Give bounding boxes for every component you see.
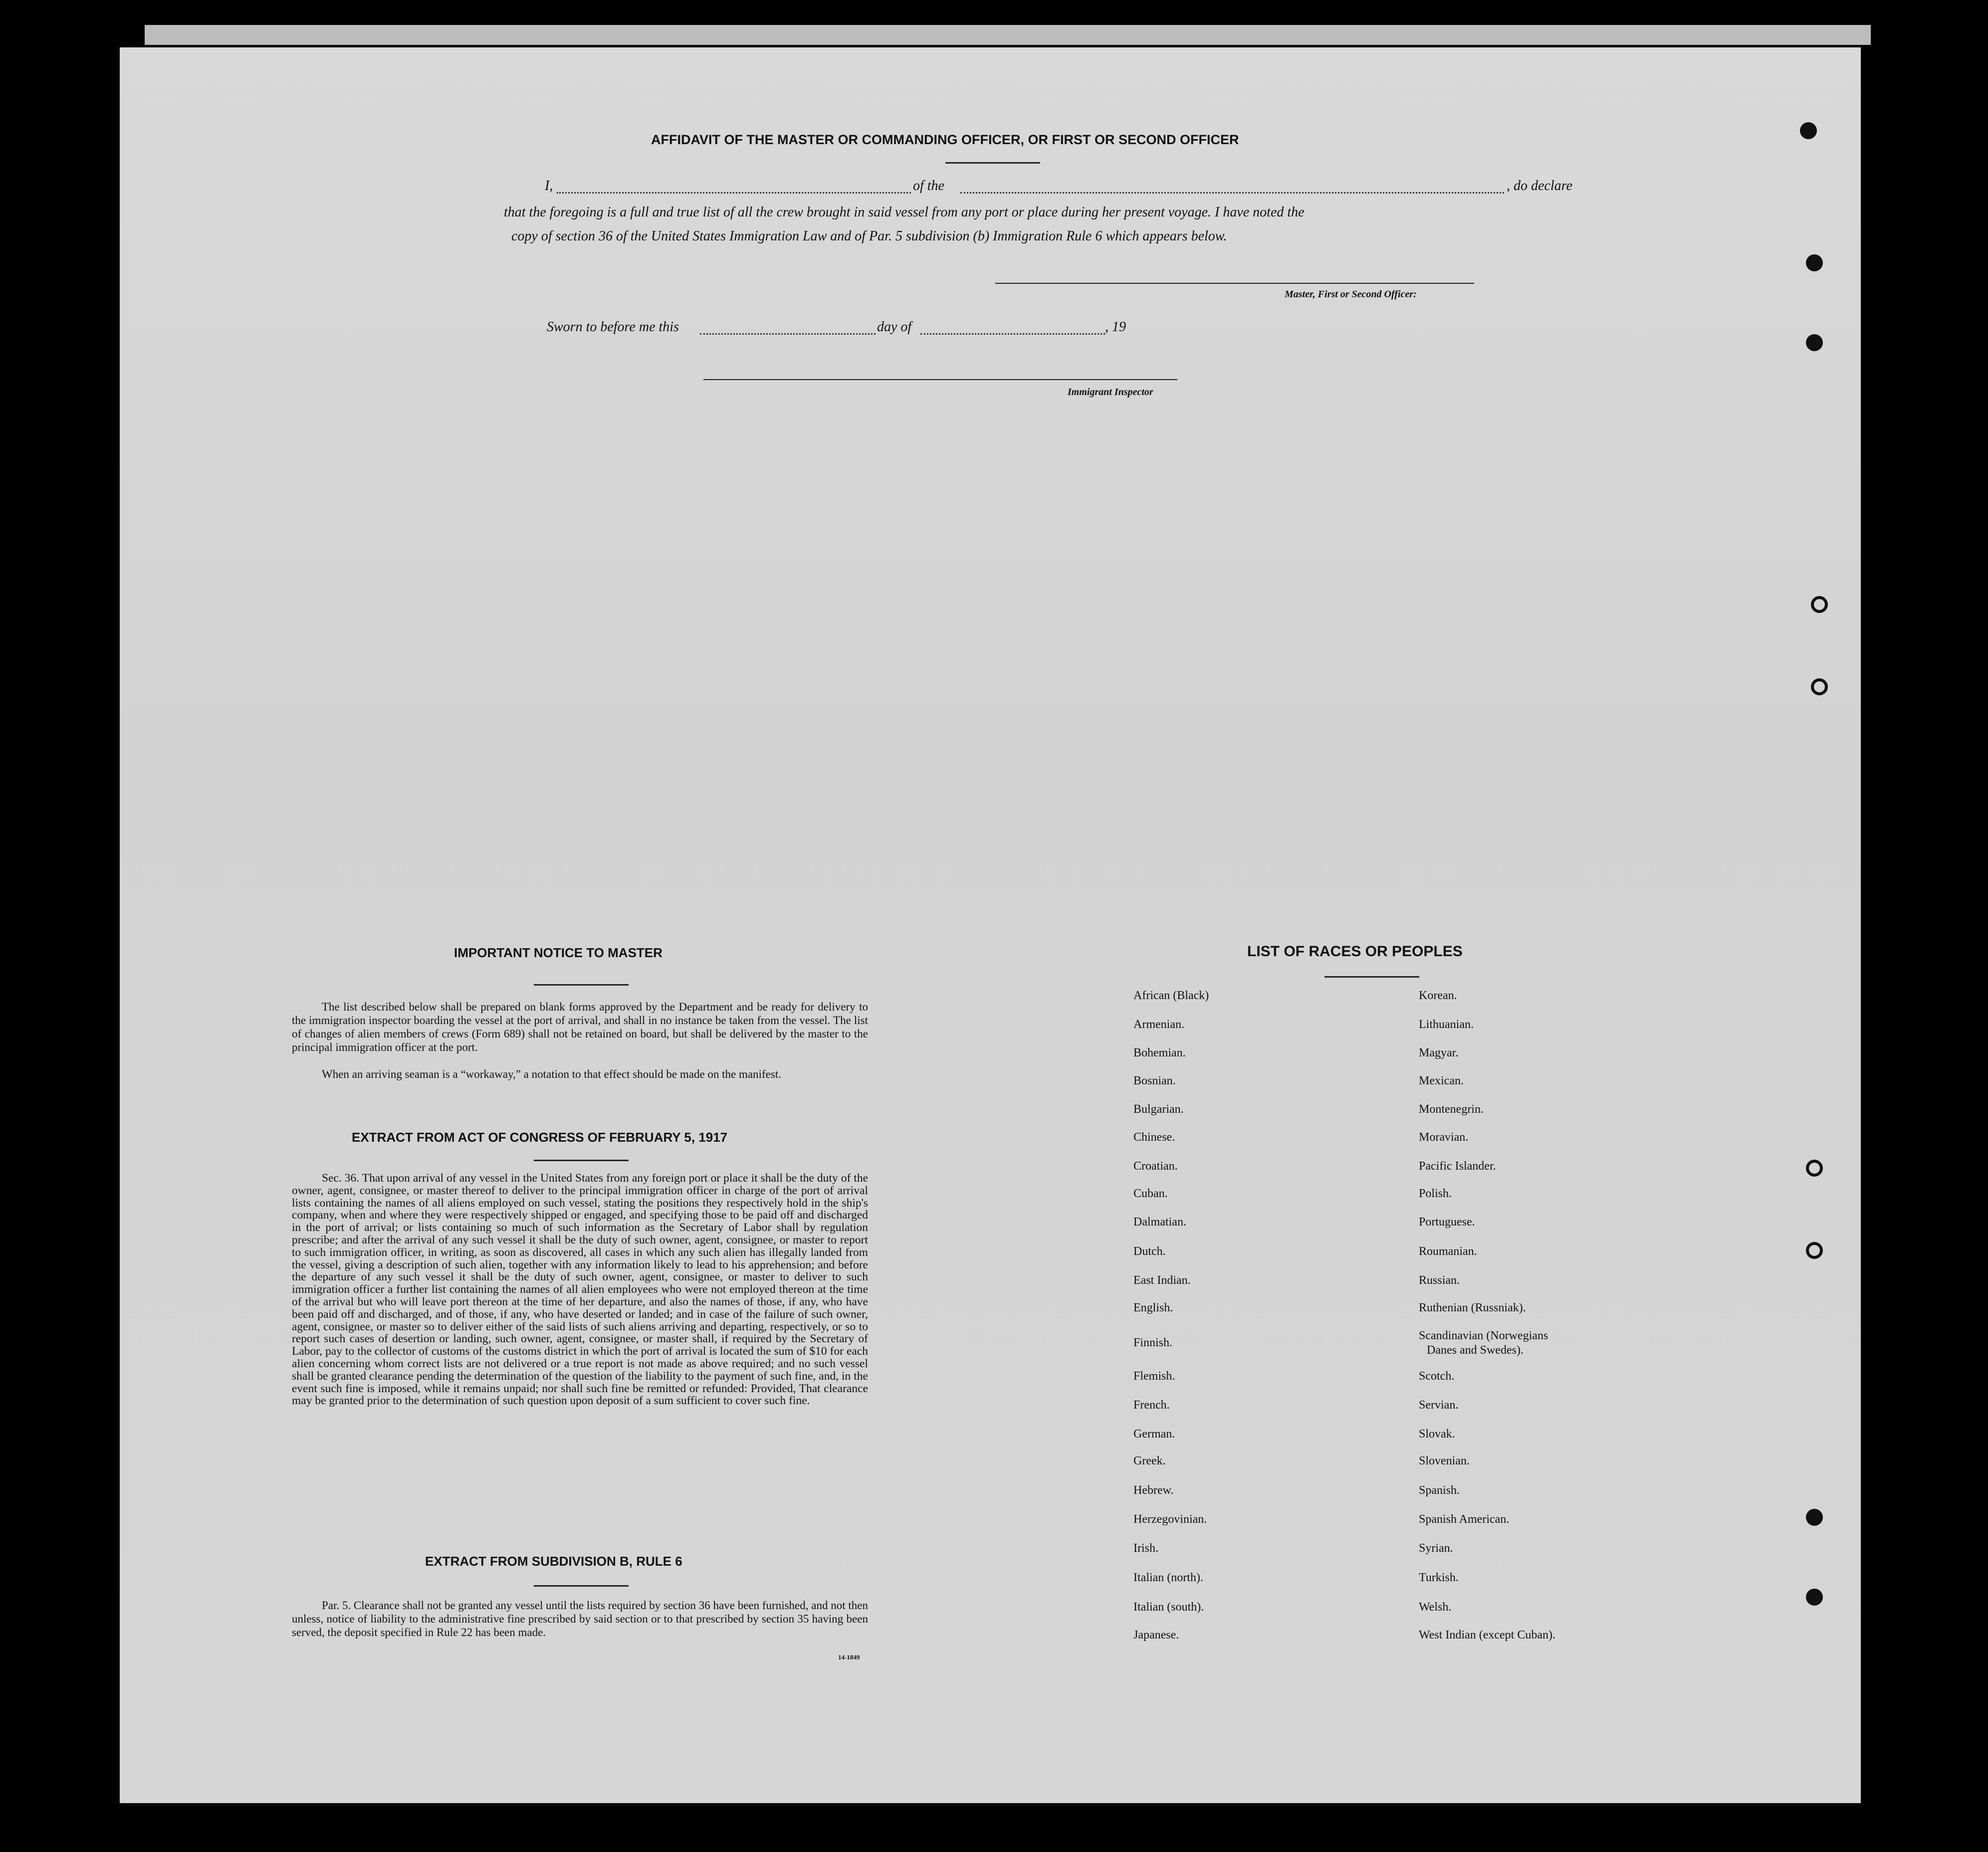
inspector-signature-line[interactable] bbox=[703, 379, 1177, 380]
document-page bbox=[120, 47, 1861, 1803]
notice-paragraph: The list described below shall be prepared on blank forms approved by the Department and be ready for delivery to the immigration inspector boarding the vessel at the port of arrival, and shall in no instance be taken from the vessel. The list of changes of alien members of crews (Form 689) shall not be retained on board, but shall be delivered by the master to the principal immigration officer at the port. bbox=[292, 1001, 868, 1053]
race-item: Chinese. bbox=[1133, 1131, 1175, 1144]
signature-line[interactable] bbox=[995, 283, 1474, 284]
master-name-field[interactable] bbox=[557, 192, 911, 194]
race-item: Bohemian. bbox=[1133, 1046, 1186, 1059]
rule-extract-title: EXTRACT FROM SUBDIVISION B, RULE 6 bbox=[425, 1554, 682, 1569]
sworn-label: Sworn to before me this bbox=[547, 319, 679, 335]
sworn-day-label: day of bbox=[877, 319, 912, 335]
races-title: LIST OF RACES OR PEOPLES bbox=[1247, 943, 1463, 960]
race-item: Spanish American. bbox=[1419, 1513, 1510, 1526]
divider bbox=[1325, 976, 1419, 978]
race-item: Scotch. bbox=[1419, 1370, 1455, 1383]
binder-ring-icon bbox=[1811, 596, 1828, 613]
form-number: 14-1849 bbox=[838, 1653, 860, 1661]
affidavit-of-label: of the bbox=[913, 178, 944, 194]
race-item: Moravian. bbox=[1419, 1131, 1469, 1144]
race-item: Greek. bbox=[1133, 1454, 1166, 1467]
binder-hole-icon bbox=[1806, 334, 1823, 351]
race-item: Portuguese. bbox=[1419, 1216, 1475, 1229]
page-edge bbox=[145, 25, 1871, 45]
binder-ring-icon bbox=[1806, 1160, 1823, 1177]
race-item: English. bbox=[1133, 1301, 1173, 1314]
race-item: Danes and Swedes). bbox=[1427, 1344, 1524, 1357]
race-item: Slovenian. bbox=[1419, 1454, 1470, 1467]
notice-paragraph: When an arriving seaman is a “workaway,” a notation to that effect should be made on the manifest. bbox=[322, 1068, 781, 1080]
race-item: Hebrew. bbox=[1133, 1484, 1174, 1497]
divider bbox=[945, 162, 1040, 164]
race-item: Lithuanian. bbox=[1419, 1018, 1474, 1031]
affidavit-declare-label: , do declare bbox=[1507, 178, 1572, 194]
affidavit-title: AFFIDAVIT OF THE MASTER OR COMMANDING OFFICER, OR FIRST OR SECOND OFFICER bbox=[651, 132, 1239, 147]
race-item: Finnish. bbox=[1133, 1336, 1173, 1349]
race-item: Irish. bbox=[1133, 1542, 1158, 1555]
race-item: Magyar. bbox=[1419, 1046, 1459, 1059]
rule-extract-body: Par. 5. Clearance shall not be granted any vessel until the lists required by section 36 have been furnished, and not then unless, notice of liability to the administrative fine prescribed by said section or to that prescribed by section 35 having been served, the deposit specified in Rule 22 has been made. bbox=[292, 1599, 868, 1639]
affidavit-statement-line: that the foregoing is a full and true list of all the crew brought in said vessel from any port or place during her present voyage. I have noted the bbox=[504, 205, 1305, 220]
race-item: Ruthenian (Russniak). bbox=[1419, 1301, 1526, 1314]
race-item: East Indian. bbox=[1133, 1274, 1191, 1287]
race-item: Montenegrin. bbox=[1419, 1103, 1484, 1116]
binder-hole-icon bbox=[1806, 1589, 1823, 1606]
race-item: Roumanian. bbox=[1419, 1245, 1477, 1258]
race-item: Mexican. bbox=[1419, 1074, 1464, 1087]
affidavit-i-label: I, bbox=[545, 178, 553, 194]
race-item: Bulgarian. bbox=[1133, 1103, 1184, 1116]
act-extract-title: EXTRACT FROM ACT OF CONGRESS OF FEBRUARY 5, 1917 bbox=[352, 1130, 728, 1145]
binder-hole-icon bbox=[1806, 1509, 1823, 1526]
act-extract-body: Sec. 36. That upon arrival of any vessel in the United States from any foreign port or place it shall be the duty of the owner, agent, consignee, or master thereof to deliver to the principal immigration officer in charge of the port of arrival lists containing the names of all aliens employed on such vessel, stating the positions they respectively hold in the ship's company, when and where they were respectively shipped or engaged, and specifying those to be paid off and discharged in the port of arrival; or lists containing so much of such information as the Secretary of Labor shall by regulation prescribe; and after the arrival of any such vessel it shall be the duty of such owner, agent, consignee, or master to report to such immigration officer, in writing, as soon as discovered, all cases in which any such alien has illegally landed from the vessel, giving a description of such alien, together with any information likely to lead to his apprehension; and before the departure of any such vessel it shall be the duty of such owner, agent, consignee, or master to deliver to such immigration officer a further list containing the names of all alien employees who were not employed thereon at the time of the arrival but who will leave port thereon at the time of her departure, and also the names of those, if any, who have been paid off and discharged, and of those, if any, who have deserted or landed; and in case of the failure of such owner, agent, consignee, or master so to deliver either of the said lists of such aliens arriving and departing, respectively, or so to report such cases of desertion or landing, such owner, agent, consignee, or master shall, if required by the Secretary of Labor, pay to the collector of customs of the customs district in which the port of arrival is located the sum of $10 for each alien concerning whom correct lists are not delivered or a true report is not made as above required; and no such vessel shall be granted clearance pending the determination of the question of the liability to the payment of such fine, and, in the event such fine is imposed, while it remains unpaid; nor shall such fine be remitted or refunded: Provided, That clearance may be granted prior to the determination of such question upon deposit of a sum sufficient to cover such fine. bbox=[292, 1172, 868, 1408]
race-item: Croatian. bbox=[1133, 1160, 1178, 1173]
race-item: Dutch. bbox=[1133, 1245, 1166, 1258]
notice-title: IMPORTANT NOTICE TO MASTER bbox=[454, 945, 663, 960]
race-item: Russian. bbox=[1419, 1274, 1460, 1287]
race-item: Turkish. bbox=[1419, 1571, 1459, 1584]
sworn-month-field[interactable] bbox=[920, 333, 1105, 335]
race-item: Herzegovinian. bbox=[1133, 1513, 1207, 1526]
race-item: Servian. bbox=[1419, 1399, 1459, 1412]
divider bbox=[534, 1160, 629, 1161]
sworn-date-field[interactable] bbox=[700, 333, 876, 335]
inspector-label: Immigrant Inspector bbox=[1068, 387, 1153, 398]
binder-hole-icon bbox=[1800, 122, 1817, 139]
race-item: Dalmatian. bbox=[1133, 1216, 1186, 1229]
sworn-year-label: , 19 bbox=[1105, 319, 1126, 335]
race-item: Japanese. bbox=[1133, 1629, 1179, 1642]
race-item: French. bbox=[1133, 1399, 1170, 1412]
divider bbox=[534, 984, 629, 986]
signature-label: Master, First or Second Officer: bbox=[1285, 289, 1417, 300]
binder-ring-icon bbox=[1806, 1242, 1823, 1259]
affidavit-statement-line: copy of section 36 of the United States Immigration Law and of Par. 5 subdivision (b) Immigration Rule 6 which appears below. bbox=[511, 228, 1227, 244]
race-item: Korean. bbox=[1419, 989, 1457, 1002]
race-item: West Indian (except Cuban). bbox=[1419, 1629, 1555, 1642]
race-item: Armenian. bbox=[1133, 1018, 1184, 1031]
divider bbox=[534, 1585, 629, 1587]
race-item: Italian (south). bbox=[1133, 1601, 1204, 1614]
race-item: Pacific Islander. bbox=[1419, 1160, 1496, 1173]
race-item: Welsh. bbox=[1419, 1601, 1452, 1614]
race-item: Polish. bbox=[1419, 1187, 1452, 1200]
race-item: Syrian. bbox=[1419, 1542, 1453, 1555]
race-item: Spanish. bbox=[1419, 1484, 1460, 1497]
binder-ring-icon bbox=[1811, 678, 1828, 695]
race-item: Scandinavian (Norwegians bbox=[1419, 1329, 1548, 1342]
race-item: African (Black) bbox=[1133, 989, 1209, 1002]
race-item: Bosnian. bbox=[1133, 1074, 1176, 1087]
race-item: Slovak. bbox=[1419, 1428, 1455, 1440]
race-item: Cuban. bbox=[1133, 1187, 1168, 1200]
vessel-name-field[interactable] bbox=[960, 192, 1504, 194]
race-item: Flemish. bbox=[1133, 1370, 1175, 1383]
race-item: German. bbox=[1133, 1428, 1175, 1440]
binder-hole-icon bbox=[1806, 254, 1823, 271]
race-item: Italian (north). bbox=[1133, 1571, 1203, 1584]
